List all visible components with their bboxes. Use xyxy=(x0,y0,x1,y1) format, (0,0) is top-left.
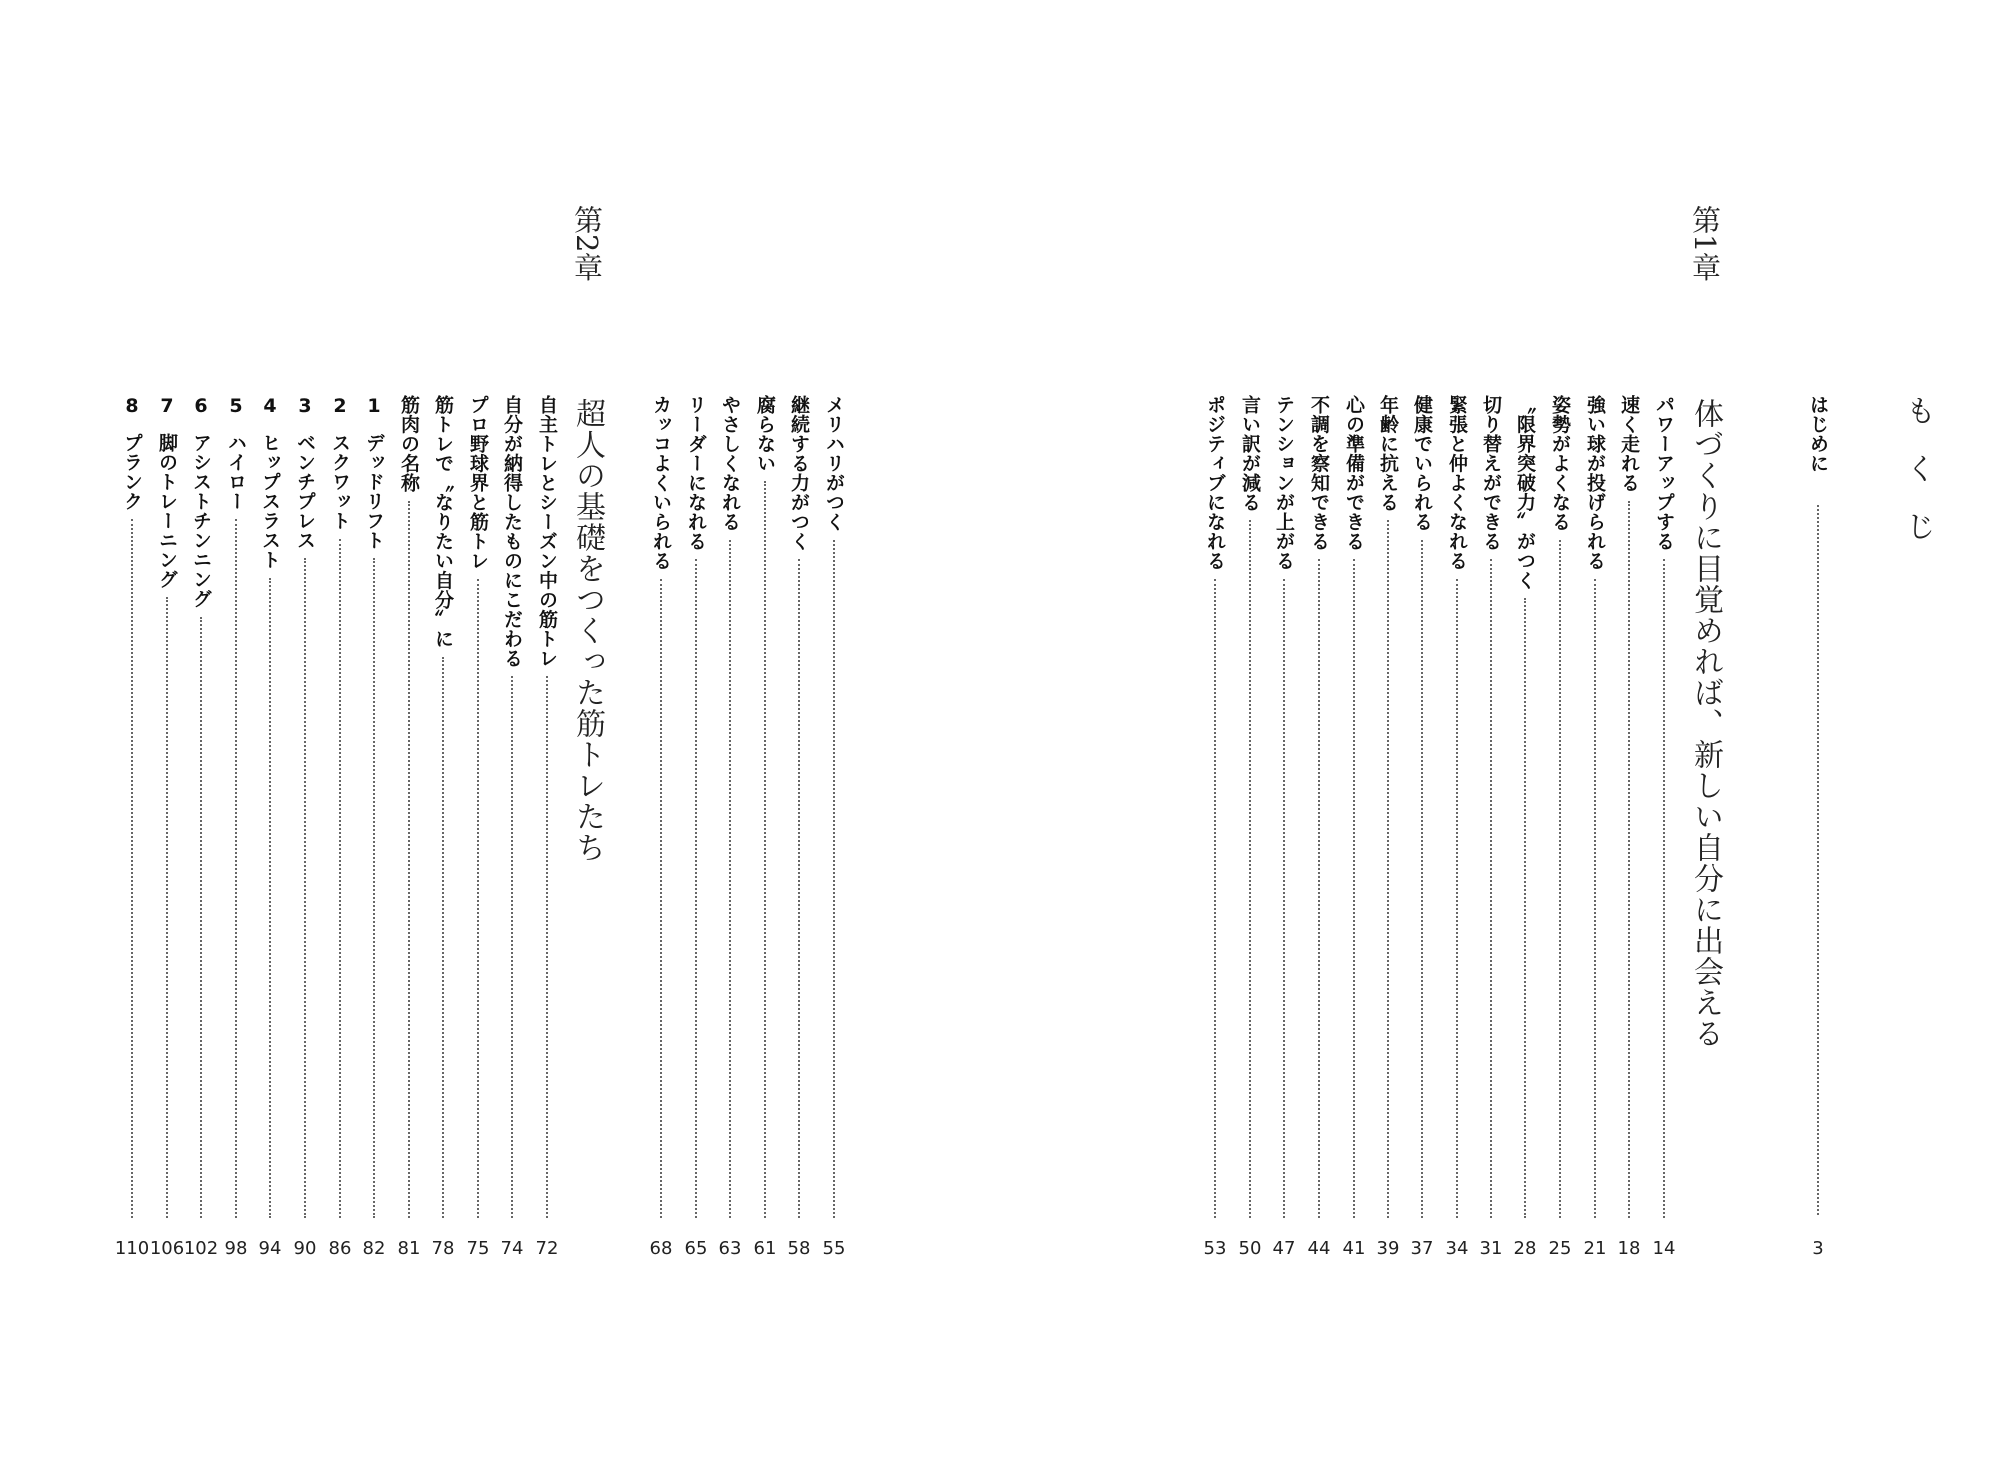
leader-dots xyxy=(339,539,341,1219)
leader-dots xyxy=(304,558,306,1218)
toc-entry-label: 〝限界突破力〟がつく xyxy=(1514,395,1536,590)
leader-dots xyxy=(729,540,731,1219)
toc-page-number: 61 xyxy=(753,1238,777,1259)
toc-page-number: 81 xyxy=(397,1238,421,1259)
leader-dots xyxy=(1387,520,1389,1218)
toc-page-number: 68 xyxy=(649,1238,673,1259)
toc-entry-label: メリハリがつく xyxy=(823,395,845,532)
chapter-1-title: 体づくりに目覚めれば、新しい自分に出会える xyxy=(1688,398,1723,1049)
toc-entry-label: ポジティブになれる xyxy=(1204,395,1226,571)
toc-page-number: 39 xyxy=(1376,1238,1400,1259)
toc-entry-label: ベンチプレス xyxy=(294,433,316,550)
leader-dots xyxy=(235,519,237,1218)
leader-dots xyxy=(131,519,133,1218)
toc-page-number: 21 xyxy=(1583,1238,1607,1259)
leader-dots xyxy=(1817,505,1819,1215)
toc-page-number: 34 xyxy=(1445,1238,1469,1259)
leader-dots xyxy=(442,657,444,1219)
leader-dots xyxy=(833,540,835,1219)
toc-entry-label: 切り替えができる xyxy=(1480,395,1502,551)
toc-entry-label: 筋トレで〝なりたい自分〟に xyxy=(432,395,454,649)
toc-page-number: 58 xyxy=(787,1238,811,1259)
toc-entry-number: 3 xyxy=(298,395,312,417)
toc-page-number: 86 xyxy=(328,1238,352,1259)
toc-entry-label: デッドリフト xyxy=(363,433,385,550)
toc-entry-label: リーダーになれる xyxy=(685,395,707,551)
leader-dots xyxy=(1663,559,1665,1218)
toc-entry-label: 筋肉の名称 xyxy=(398,395,420,493)
toc-entry-label: 自分が納得したものにこだわる xyxy=(501,395,523,668)
toc-entry-label: カッコよくいられる xyxy=(650,395,672,571)
leader-dots xyxy=(1594,579,1596,1219)
leader-dots xyxy=(511,676,513,1218)
toc-page-number: 74 xyxy=(500,1238,524,1259)
leader-dots xyxy=(1283,579,1285,1219)
toc-entry-label: ハイロー xyxy=(225,433,247,511)
toc-page-number: 3 xyxy=(1812,1238,1824,1259)
leader-dots xyxy=(1628,501,1630,1219)
toc-entry-number: 2 xyxy=(333,395,347,417)
toc-entry-number: 6 xyxy=(194,395,208,417)
toc-entry-label: 継続する力がつく xyxy=(788,395,810,551)
toc-page-number: 44 xyxy=(1307,1238,1331,1259)
toc-page-number: 65 xyxy=(684,1238,708,1259)
leader-dots xyxy=(695,559,697,1218)
toc-entry-label: 不調を察知できる xyxy=(1308,395,1330,551)
toc-page-number: 14 xyxy=(1652,1238,1676,1259)
toc-page-number: 102 xyxy=(183,1238,219,1259)
chapter-2-title: 超人の基礎をつくった筋トレたち xyxy=(570,398,605,863)
leader-dots xyxy=(798,559,800,1218)
toc-entry-label: 脚のトレーニング xyxy=(156,433,178,589)
leader-dots xyxy=(269,578,271,1219)
toc-page-number: 63 xyxy=(718,1238,742,1259)
toc-page-number: 41 xyxy=(1342,1238,1366,1259)
toc-entry-label: 言い訳が減る xyxy=(1239,395,1261,512)
toc-page-number: 47 xyxy=(1272,1238,1296,1259)
leader-dots xyxy=(1524,598,1526,1218)
toc-entry-label: プロ野球界と筋トレ xyxy=(467,395,489,571)
toc-entry-label: はじめに xyxy=(1807,395,1829,473)
toc-entry-label: 姿勢がよくなる xyxy=(1549,395,1571,532)
toc-page-number: 25 xyxy=(1548,1238,1572,1259)
toc-entry-label: 自主トレとシーズン中の筋トレ xyxy=(536,395,558,668)
toc-page-number: 106 xyxy=(149,1238,185,1259)
toc-entry-number: 5 xyxy=(229,395,243,417)
toc-page-number: 72 xyxy=(535,1238,559,1259)
toc-page-number: 28 xyxy=(1513,1238,1537,1259)
toc-entry-label: 腐らない xyxy=(754,395,776,473)
toc-entry-label: 心の準備ができる xyxy=(1343,395,1365,551)
leader-dots xyxy=(660,579,662,1219)
toc-page-number: 53 xyxy=(1203,1238,1227,1259)
leader-dots xyxy=(764,481,766,1218)
leader-dots xyxy=(1559,540,1561,1219)
leader-dots xyxy=(546,676,548,1218)
toc-entry-number: 8 xyxy=(125,395,139,417)
toc-entry-label: スクワット xyxy=(329,433,351,531)
chapter-2-label: 第2章 xyxy=(570,205,604,282)
leader-dots xyxy=(373,558,375,1218)
toc-entry-label: パワーアップする xyxy=(1653,395,1675,551)
leader-dots xyxy=(166,597,168,1218)
toc-entry-label: 速く走れる xyxy=(1618,395,1640,493)
toc-page-number: 78 xyxy=(431,1238,455,1259)
toc-page-number: 110 xyxy=(114,1238,150,1259)
toc-title: もくじ xyxy=(1900,395,1935,569)
toc-page-number: 31 xyxy=(1479,1238,1503,1259)
toc-page-number: 90 xyxy=(293,1238,317,1259)
toc-entry-label: アシストチンニング xyxy=(190,433,212,609)
leader-dots xyxy=(408,501,410,1219)
toc-page-number: 98 xyxy=(224,1238,248,1259)
toc-entry-label: プランク xyxy=(121,433,143,511)
toc-page-number: 37 xyxy=(1410,1238,1434,1259)
leader-dots xyxy=(1456,579,1458,1219)
toc-entry-label: 健康でいられる xyxy=(1411,395,1433,532)
toc-entry-label: やさしくなれる xyxy=(719,395,741,532)
toc-entry-label: ヒップスラスト xyxy=(259,433,281,570)
toc-page-number: 94 xyxy=(258,1238,282,1259)
toc-entry-label: 年齢に抗える xyxy=(1377,395,1399,512)
toc-page-number: 55 xyxy=(822,1238,846,1259)
leader-dots xyxy=(1318,559,1320,1218)
leader-dots xyxy=(200,617,202,1219)
toc-entry-number: 4 xyxy=(263,395,277,417)
leader-dots xyxy=(1490,559,1492,1218)
toc-entry-label: テンションが上がる xyxy=(1273,395,1295,571)
toc-page-number: 75 xyxy=(466,1238,490,1259)
toc-entry-number: 7 xyxy=(160,395,174,417)
leader-dots xyxy=(1353,559,1355,1218)
leader-dots xyxy=(477,579,479,1219)
toc-entry-number: 1 xyxy=(367,395,381,417)
leader-dots xyxy=(1421,540,1423,1219)
toc-page-number: 82 xyxy=(362,1238,386,1259)
leader-dots xyxy=(1214,579,1216,1219)
leader-dots xyxy=(1249,520,1251,1218)
toc-page-number: 50 xyxy=(1238,1238,1262,1259)
chapter-1-label: 第1章 xyxy=(1688,205,1722,282)
toc-entry-label: 緊張と仲よくなれる xyxy=(1446,395,1468,571)
toc-entry-label: 強い球が投げられる xyxy=(1584,395,1606,571)
toc-page-number: 18 xyxy=(1617,1238,1641,1259)
